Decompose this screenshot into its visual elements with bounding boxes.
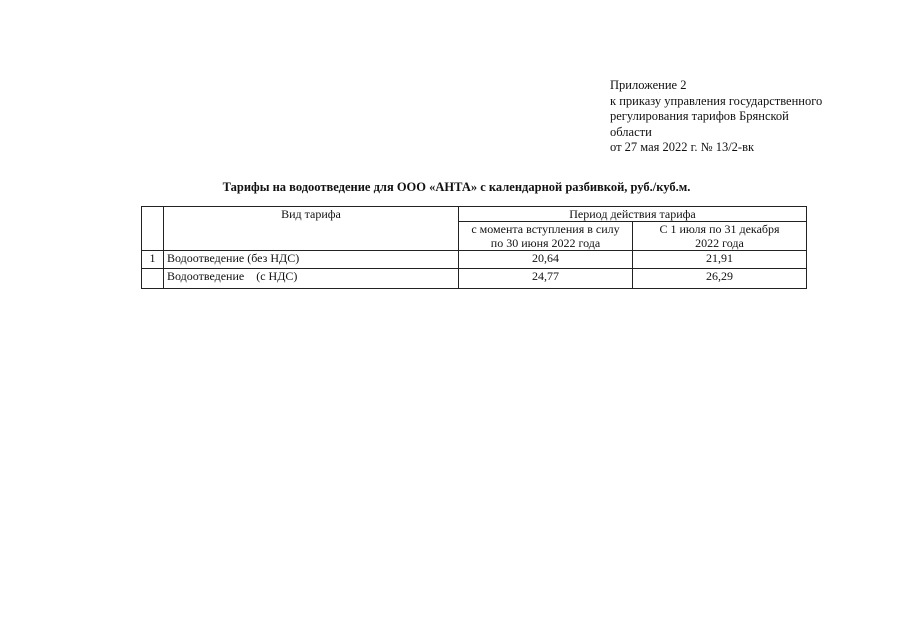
appendix-line: к приказу управления государственного xyxy=(610,93,823,108)
appendix-line: от 27 мая 2022 г. № 13/2-вк xyxy=(610,140,755,154)
row-name: Водоотведение (без НДС) xyxy=(164,251,459,269)
header-type-cell: Вид тарифа xyxy=(164,207,459,251)
row-num: 1 xyxy=(142,251,164,269)
period2-line: С 1 июля по 31 декабря xyxy=(659,222,780,236)
row-value-period1: 20,64 xyxy=(459,251,633,269)
row-value-period1: 24,77 xyxy=(459,269,633,289)
appendix-line: области xyxy=(610,124,652,139)
table-row xyxy=(142,251,807,269)
header-period2-cell xyxy=(633,222,807,251)
row-num xyxy=(142,269,164,289)
header-num-cell xyxy=(142,207,164,251)
header-period-cell: Период действия тарифа xyxy=(459,207,807,222)
period2-line: 2022 года xyxy=(695,236,744,250)
row-name: Водоотведение (с НДС) xyxy=(164,269,459,289)
period1-line: с момента вступления в силу xyxy=(471,222,620,236)
appendix-block xyxy=(610,78,845,156)
tariff-table xyxy=(141,206,807,289)
table-header-row xyxy=(142,207,807,222)
row-value-period2: 26,29 xyxy=(633,269,807,289)
appendix-line: регулирования тарифов Брянской xyxy=(610,109,789,123)
period1-line: по 30 июня 2022 года xyxy=(490,236,601,250)
header-period1-cell xyxy=(459,222,633,251)
appendix-line: Приложение 2 xyxy=(610,78,687,92)
row-value-period2: 21,91 xyxy=(633,251,807,269)
document-title: Тарифы на водоотведение для ООО «АНТА» с календарной разбивкой, руб./куб.м. xyxy=(222,180,691,194)
table-row xyxy=(142,269,807,289)
